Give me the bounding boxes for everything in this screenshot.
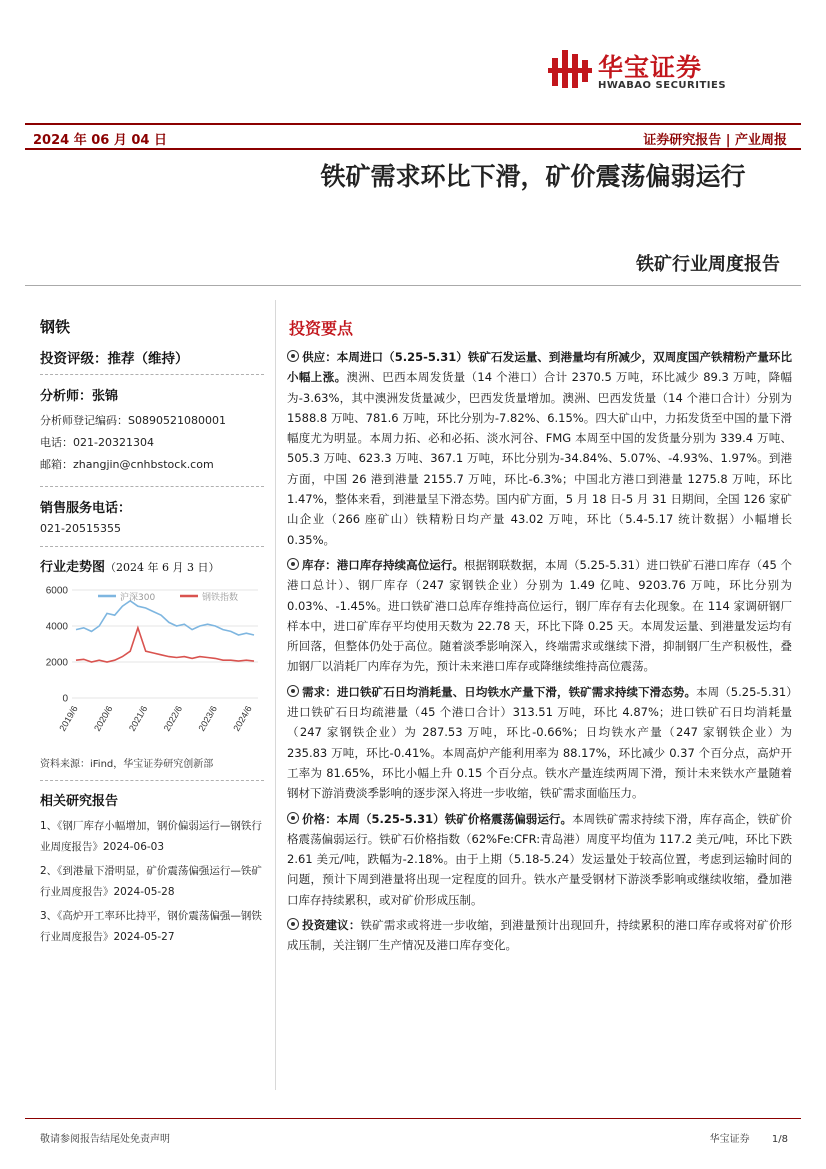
paragraph-lead: 投资建议： bbox=[302, 918, 361, 933]
chart-source: 资料来源：iFind，华宝证券研究创新部 bbox=[40, 759, 214, 770]
column-divider bbox=[275, 300, 276, 1090]
analyst-phone: 电话：021-20321304 bbox=[40, 436, 154, 449]
brand-name-en: HWABAO SECURITIES bbox=[598, 80, 727, 91]
sales-label: 销售服务电话： bbox=[40, 501, 132, 516]
paragraph-text: 本周铁矿需求持续下滑，库存高企，铁矿价格震荡偏弱运行。铁矿石价格指数（62%Fe:CFR:青岛港）周度平均值为 117.2 美元/吨，环比下跌 2.61 美元/吨，跌幅为-2.18%。由于上期（5.18-5.24）发运量处于较高位置，考虑到运输时间的问题，预计下周到港量将出现一定程度的回升。铁水产量受钢材下游淡季影响或继续收缩，叠加港口库存持续累积，或对矿价形成压制。 bbox=[287, 811, 792, 907]
sales-phone: 021-20515355 bbox=[40, 522, 121, 535]
paragraph-text: 本周（5.25-5.31）进口铁矿石日均疏港量（45 个港口合计）313.51 万吨，环比 4.87%；进口铁矿石日均消耗量（247 家钢铁企业）为 287.53 万吨，环比-0.66%；日均铁水产量（247 家钢铁企业）为 235.83 万吨，环比-0.41%。本周高炉产能利用率为 88.17%，环比减少 0.37 个百分点，高炉开工率为 81.65%，环比小幅上升 0.15 个百分点。铁水产量连续两周下滑，预计未来铁水产量随着钢材下游消费淡季影响的逐步深入将进一步收缩，铁矿需求面临压力。 bbox=[287, 684, 792, 801]
legend-label: 沪深300 bbox=[120, 593, 156, 603]
section-title: 投资要点 bbox=[289, 319, 354, 338]
related-reports-title: 相关研究报告 bbox=[40, 794, 119, 809]
paragraph-lead: 库存：港口库存持续高位运行。 bbox=[302, 557, 464, 572]
trend-chart-title bbox=[40, 556, 220, 575]
trend-title-text: 行业走势图 bbox=[40, 560, 106, 575]
page-subtitle: 铁矿行业周度报告 bbox=[636, 254, 780, 275]
analyst-reg-no: 分析师登记编码：S0890521080001 bbox=[40, 414, 226, 427]
x-tick-label: 2023/6 bbox=[196, 704, 219, 733]
x-tick-label: 2024/6 bbox=[231, 704, 254, 733]
brand-name-cn: 华宝证券 bbox=[598, 53, 703, 82]
related-reports-list bbox=[40, 816, 268, 948]
analyst-name: 分析师：张锦 bbox=[40, 389, 119, 404]
footer-company: 华宝证券 bbox=[709, 1134, 750, 1145]
report-date: 2024 年 06 月 04 日 bbox=[33, 133, 167, 148]
bullet-icon bbox=[287, 350, 299, 362]
footer-divider bbox=[25, 1118, 801, 1119]
y-tick-label: 2000 bbox=[45, 657, 68, 669]
related-report-item[interactable]: 1、《钢厂库存小幅增加，钢价偏弱运行—钢铁行业周度报告》2024-06-03 bbox=[40, 820, 262, 853]
page-number: 1/8 bbox=[771, 1134, 788, 1145]
y-tick-label: 4000 bbox=[45, 621, 68, 633]
x-tick-label: 2021/6 bbox=[126, 704, 150, 733]
paragraph-supply bbox=[287, 347, 792, 550]
key-points bbox=[287, 347, 792, 961]
paragraph-text: 澳洲、巴西本周发货量（14 个港口）合计 2370.5 万吨，环比减少 89.3 万吨，降幅为-3.63%，其中澳洲发货量减少，巴西发货量增加。澳洲、巴西发货量（14 个港口合计）分别为 1588.8 万吨、781.6 万吨，环比分别为-7.82%、6.15%。四大矿山中，力拓发货至中国的量下滑幅度尤为明显。本周力拓、必和必拓、淡水河谷、FMG 本周至中国的发货量分别为 339.4 万吨、505.3 万吨、623.3 万吨、367.1 万吨，环比分别为-34.84%、5.07%、-4.93%、1.97%。到港方面，中国 26 港到港量 2155.7 万吨，环比-6.3%；中国北方港口到港量 1275.8 万吨，环比 1.47%，整体来看，到港量呈下滑态势。国内矿方面，5 月 18 日-5 月 31 日期间，全国 126 家矿山企业（266 座矿山）铁精粉日均产量 43.02 万吨，环比（5.4-5.17 统计数据）小幅增长 0.35%。 bbox=[287, 370, 792, 547]
analyst-email[interactable]: 邮箱：zhangjin@cnhbstock.com bbox=[40, 458, 214, 471]
paragraph-advice bbox=[287, 915, 792, 956]
title-divider bbox=[25, 285, 801, 286]
sidebar-divider bbox=[40, 780, 264, 781]
x-tick-label: 2020/6 bbox=[92, 704, 115, 733]
footer-page-info bbox=[710, 1130, 788, 1145]
paragraph-text: 铁矿需求或将进一步收缩，到港量预计出现回升，持续累积的港口库存或将对矿价形成压制，关注钢厂生产情况及港口库存变化。 bbox=[287, 918, 792, 953]
paragraph-price bbox=[287, 809, 792, 910]
paragraph-lead: 供应：本周进口（5.25-5.31）铁矿石发运量、到港量均有所减少，双周度国产铁精粉产量环比小幅上涨。 bbox=[287, 350, 792, 385]
paragraph-lead: 价格：本周（5.25-5.31）铁矿价格震荡偏弱运行。 bbox=[302, 811, 573, 826]
y-tick-label: 0 bbox=[62, 693, 68, 705]
paragraph-inventory bbox=[287, 555, 792, 677]
legend-label: 钢铁指数 bbox=[202, 593, 239, 603]
paragraph-lead: 需求：进口铁矿石日均消耗量、日均铁水产量下滑，铁矿需求持续下滑态势。 bbox=[302, 684, 697, 699]
x-tick-label: 2019/6 bbox=[57, 704, 80, 733]
series-line-0 bbox=[76, 601, 254, 635]
brand-mark-icon bbox=[548, 46, 594, 92]
sidebar-divider bbox=[40, 486, 264, 487]
paragraph-demand bbox=[287, 682, 792, 804]
footer-disclaimer: 敬请参阅报告结尾处免责声明 bbox=[40, 1134, 170, 1145]
sector-label: 钢铁 bbox=[40, 318, 71, 336]
trend-title-date: （2024 年 6 月 3 日） bbox=[105, 561, 220, 574]
bullet-icon bbox=[287, 685, 299, 697]
sidebar-divider bbox=[40, 546, 264, 547]
brand-logo bbox=[548, 46, 788, 96]
header-bar bbox=[25, 123, 801, 150]
bullet-icon bbox=[287, 812, 299, 824]
x-tick-label: 2022/6 bbox=[161, 704, 185, 733]
page-title: 铁矿需求环比下滑，矿价震荡偏弱运行 bbox=[320, 162, 746, 191]
sidebar-divider bbox=[40, 374, 264, 375]
related-report-item[interactable]: 3、《高炉开工率环比持平，钢价震荡偏强—钢铁行业周度报告》2024-05-27 bbox=[40, 910, 262, 943]
report-type: 证券研究报告 | 产业周报 bbox=[643, 133, 787, 148]
investment-rating: 投资评级：推荐（维持） bbox=[40, 351, 189, 367]
bullet-icon bbox=[287, 558, 299, 570]
y-tick-label: 6000 bbox=[45, 585, 68, 597]
bullet-icon bbox=[287, 918, 299, 930]
trend-chart bbox=[36, 578, 266, 746]
series-line-1 bbox=[76, 628, 254, 662]
paragraph-text: 根据钢联数据，本周（5.25-5.31）进口铁矿石港口库存（45 个港口总计）、钢厂库存（247 家钢铁企业）分别为 1.49 亿吨、9203.76 万吨，环比分别为 0.03%、-1.45%。进口铁矿港口总库存维持高位运行，钢厂库存有去化现象。在 114 家调研钢厂样本中，进口矿库存平均使用天数为 22.78 天，环比下降 0.25 天。本周发运量、到港量发运均有所回落，但整体仍处于高位。随着淡季影响深入，终端需求或继续下滑，抑制钢厂生产积极性，叠加钢厂以消耗厂内库存为先，预计未来港口库存或降继续维持高位震荡。 bbox=[287, 557, 793, 674]
related-report-item[interactable]: 2、《到港量下滑明显，矿价震荡偏强运行—铁矿行业周度报告》2024-05-28 bbox=[40, 865, 262, 898]
